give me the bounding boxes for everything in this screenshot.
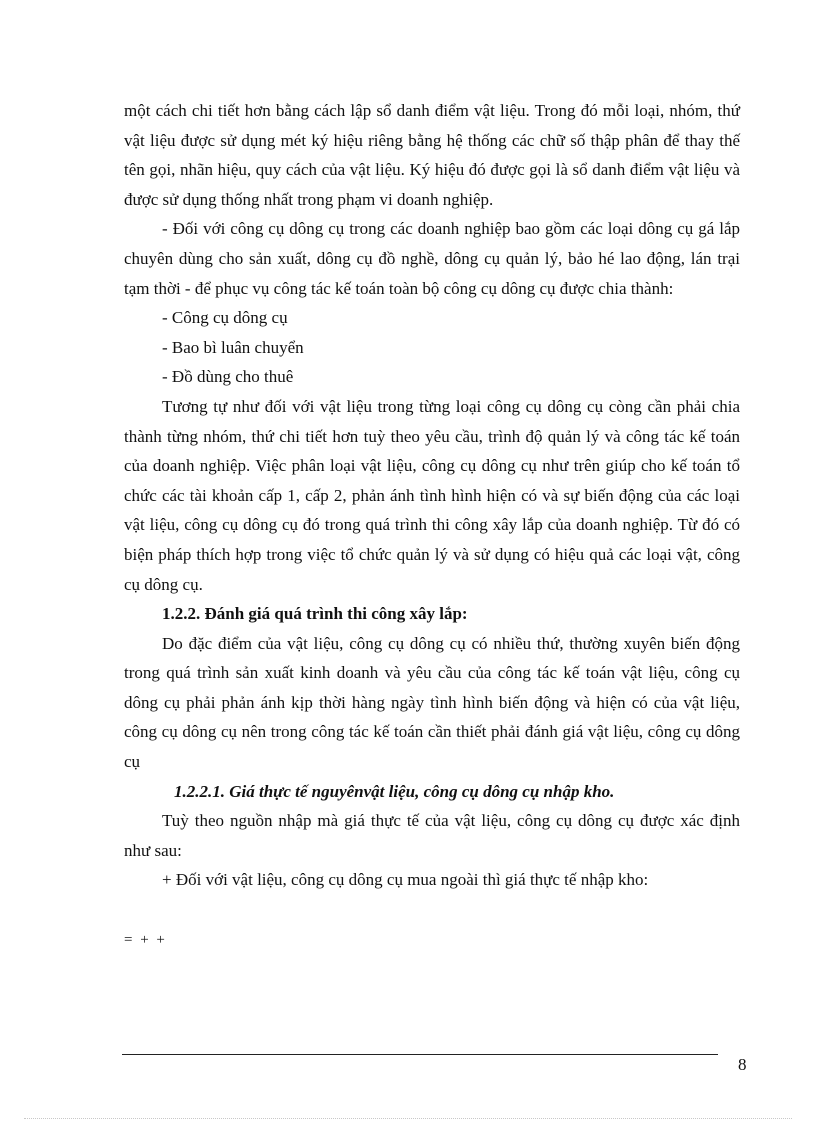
formula-fragment: = + + <box>124 932 167 948</box>
subsection-heading: 1.2.2.1. Giá thực tế nguyênvật liệu, công cụ dông cụ nhập kho. <box>174 781 615 801</box>
paragraph-tools-classification: - Đối với công cụ dông cụ trong các doanh nghiệp bao gồm các loại dông cụ gá lắp chuyên dùng cho sản xuất, dông cụ đồ nghề, dông cụ quản lý, bảo hé lao động, lán trại tạm thời - để phục vụ công tác kế toán toàn bộ công cụ dông cụ được chia thành: <box>124 219 740 298</box>
section-heading: 1.2.2. Đánh giá quá trình thi công xây lắp: <box>162 604 468 624</box>
paragraph-purchased-materials: + Đối với vật liệu, công cụ dông cụ mua ngoài thì giá thực tế nhập kho: <box>162 870 649 890</box>
paragraph-similar-classification: Tương tự như đối với vật liệu trong từng loại công cụ dông cụ còng cần phải chia thành từng nhóm, thứ chi tiết hơn tuỳ theo yêu cầu, trình độ quản lý và công tác kế toán của doanh nghiệp. Việc phân loại vật liệu, công cụ dông cụ như trên giúp cho kế toán tổ chức các tài khoản cấp 1, cấp 2, phản ánh tình hình hiện có và sự biến động của các loại vật liệu, công cụ dông cụ đó trong quá trình thi công xây lắp của doanh nghiệp. Từ đó có biện pháp thích hợp trong việc tổ chức quản lý và sử dụng có hiệu quả các loại vật, công cụ dông cụ. <box>124 396 740 594</box>
list-item: - Công cụ dông cụ <box>162 308 288 328</box>
paragraph-valuation-intro: Do đặc điểm của vật liệu, công cụ dông cụ có nhiều thứ, thường xuyên biến động trong quá trình sản xuất kinh doanh và yêu cầu của công tác kế toán vật liệu, công cụ dông cụ phải phản ánh kịp thời hàng ngày tình hình biến động và hiện có của vật liệu, công cụ dông cụ nên trong công tác kế toán cần thiết phải đánh giá vật liệu, công cụ dông cụ <box>124 633 740 772</box>
paragraph-continuation: một cách chi tiết hơn bằng cách lập sổ danh điểm vật liệu. Trong đó mỗi loại, nhóm, thứ vật liệu được sử dụng mét ký hiệu riêng bằng hệ thống các chữ số thập phân để thay thế tên gọi, nhãn hiệu, quy cách của vật liệu. Ký hiệu đó được gọi là sổ danh điểm vật liệu và được sử dụng thống nhất trong phạm vi doanh nghiệp. <box>124 101 740 209</box>
list-item: - Đồ dùng cho thuê <box>162 367 294 387</box>
footer-divider <box>122 1054 718 1055</box>
paragraph-source-price: Tuỳ theo nguồn nhập mà giá thực tế của vật liệu, công cụ dông cụ được xác định như sau: <box>124 811 740 860</box>
page-bottom-border <box>24 1118 792 1119</box>
body-text <box>124 96 740 895</box>
list-item: - Bao bì luân chuyển <box>162 337 304 357</box>
page-number: 8 <box>738 1055 747 1074</box>
